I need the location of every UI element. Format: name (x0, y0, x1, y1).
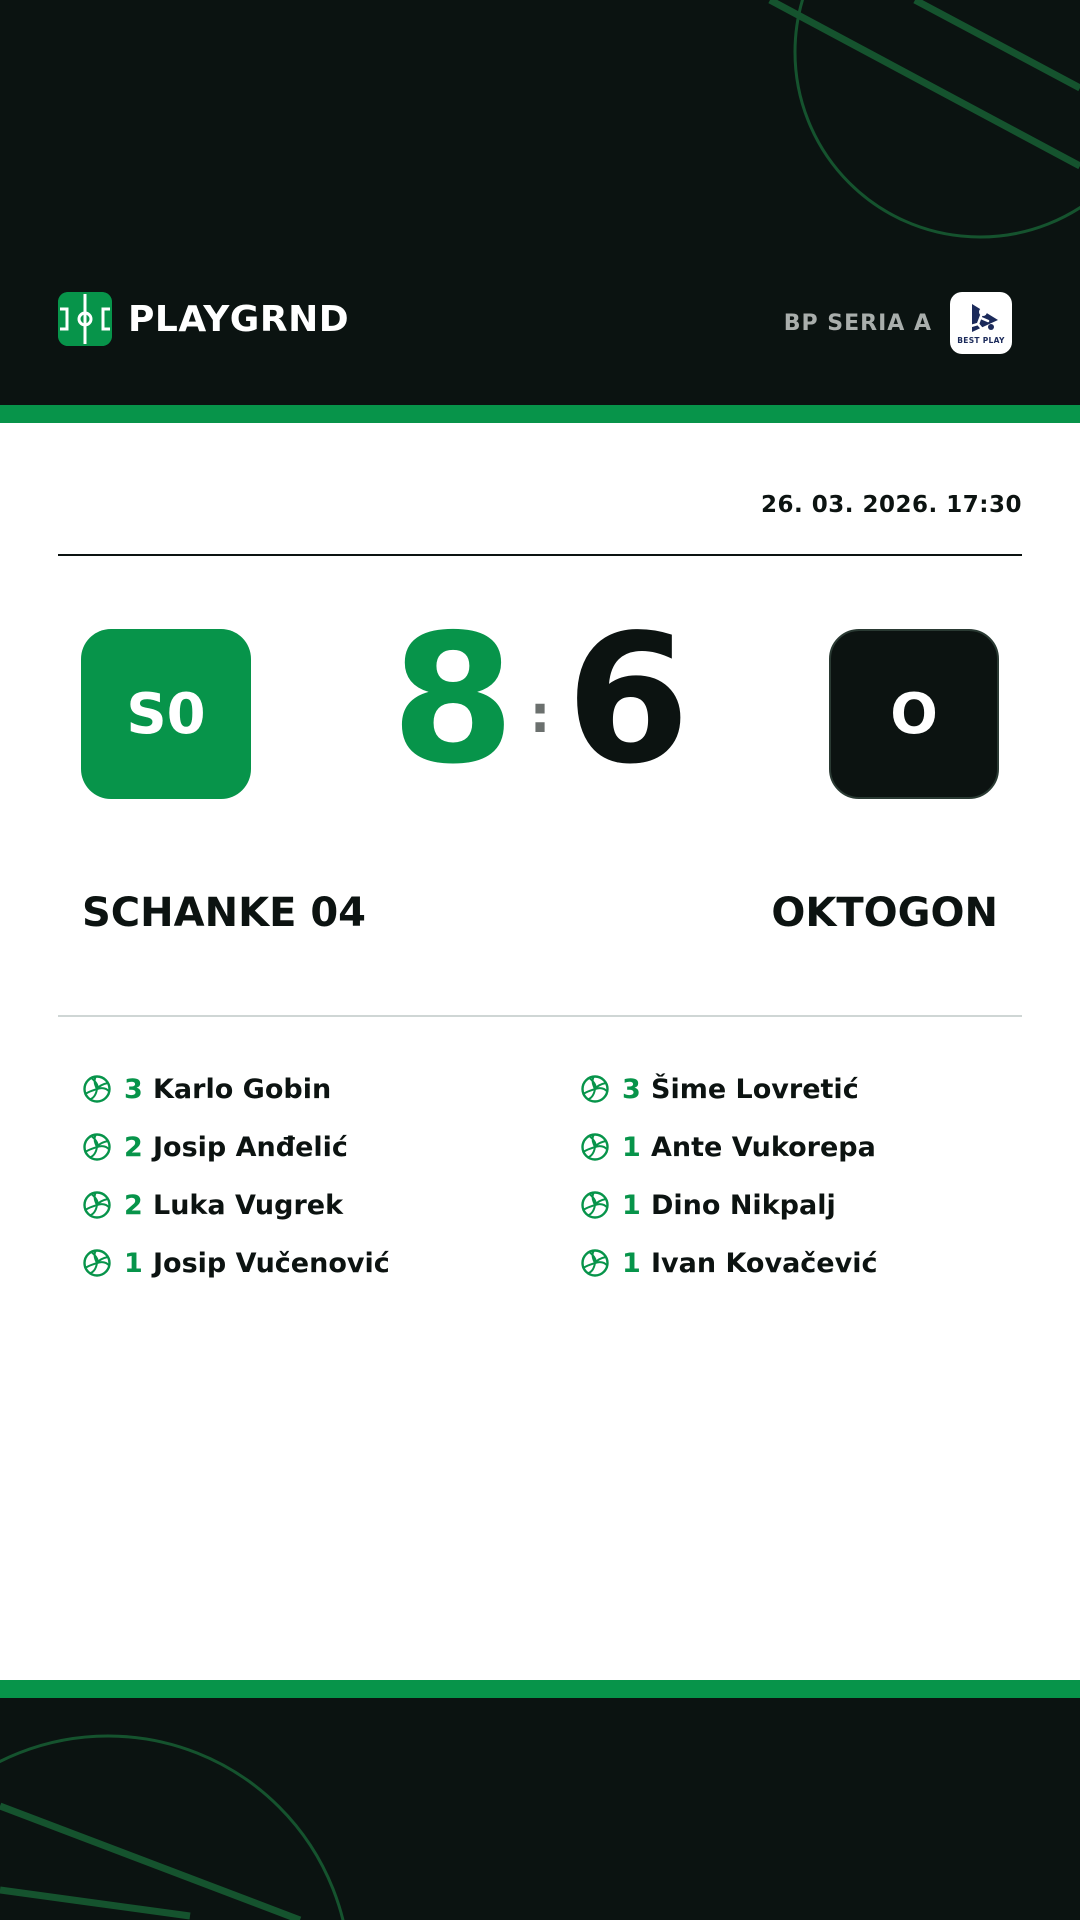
score-separator: : (529, 685, 551, 745)
volleyball-icon (580, 1248, 610, 1278)
goal-count: 1 (124, 1247, 143, 1279)
pitch-icon (58, 292, 112, 346)
header-accent-stripe (0, 405, 1080, 423)
away-team-badge: O (829, 629, 999, 799)
volleyball-icon (82, 1190, 112, 1220)
scorer-item (82, 1060, 522, 1118)
pitch-lines-decoration (0, 1698, 1080, 1920)
scorer-item (580, 1176, 1020, 1234)
league-badge (950, 292, 1012, 354)
volleyball-icon (580, 1190, 610, 1220)
divider (58, 554, 1022, 556)
volleyball-icon (82, 1132, 112, 1162)
scorer-name: Karlo Gobin (153, 1073, 332, 1105)
volleyball-icon (82, 1074, 112, 1104)
away-score: 6 (566, 596, 690, 803)
away-team-name: OKTOGON (771, 890, 998, 936)
league-badge-text: BEST PLAY (957, 336, 1005, 345)
scorer-item (82, 1234, 522, 1292)
footer-accent-stripe (0, 1680, 1080, 1698)
home-scorers-list (82, 1060, 522, 1292)
scorer-item (580, 1060, 1020, 1118)
scorer-item (580, 1234, 1020, 1292)
brand[interactable] (58, 292, 349, 346)
away-scorers-list (580, 1060, 1020, 1292)
goal-count: 3 (124, 1073, 143, 1105)
volleyball-icon (82, 1248, 112, 1278)
scorer-name: Josip Anđelić (153, 1131, 348, 1163)
home-score: 8 (391, 596, 515, 803)
goal-count: 1 (622, 1131, 641, 1163)
scorer-name: Luka Vugrek (153, 1189, 344, 1221)
footer-band (0, 1698, 1080, 1920)
scorer-name: Ivan Kovačević (651, 1247, 878, 1279)
match-datetime: 26. 03. 2026. 17:30 (761, 492, 1022, 518)
scorer-item (82, 1118, 522, 1176)
header-band (0, 0, 1080, 405)
league[interactable] (784, 292, 1012, 354)
scorer-name: Dino Nikpalj (651, 1189, 836, 1221)
goal-count: 1 (622, 1189, 641, 1221)
scorer-item (82, 1176, 522, 1234)
scorer-name: Šime Lovretić (651, 1073, 859, 1105)
goal-count: 3 (622, 1073, 641, 1105)
brand-name: PLAYGRND (128, 298, 350, 340)
home-team-name: SCHANKE 04 (82, 890, 366, 936)
goal-count: 2 (124, 1131, 143, 1163)
scorer-name: Josip Vučenović (153, 1247, 390, 1279)
scorer-item (580, 1118, 1020, 1176)
scorer-name: Ante Vukorepa (651, 1131, 876, 1163)
goal-count: 2 (124, 1189, 143, 1221)
volleyball-icon (580, 1132, 610, 1162)
league-name: BP SERIA A (783, 310, 932, 336)
home-team-badge: S0 (81, 629, 251, 799)
divider (58, 1015, 1022, 1017)
volleyball-icon (580, 1074, 610, 1104)
goal-count: 1 (622, 1247, 641, 1279)
